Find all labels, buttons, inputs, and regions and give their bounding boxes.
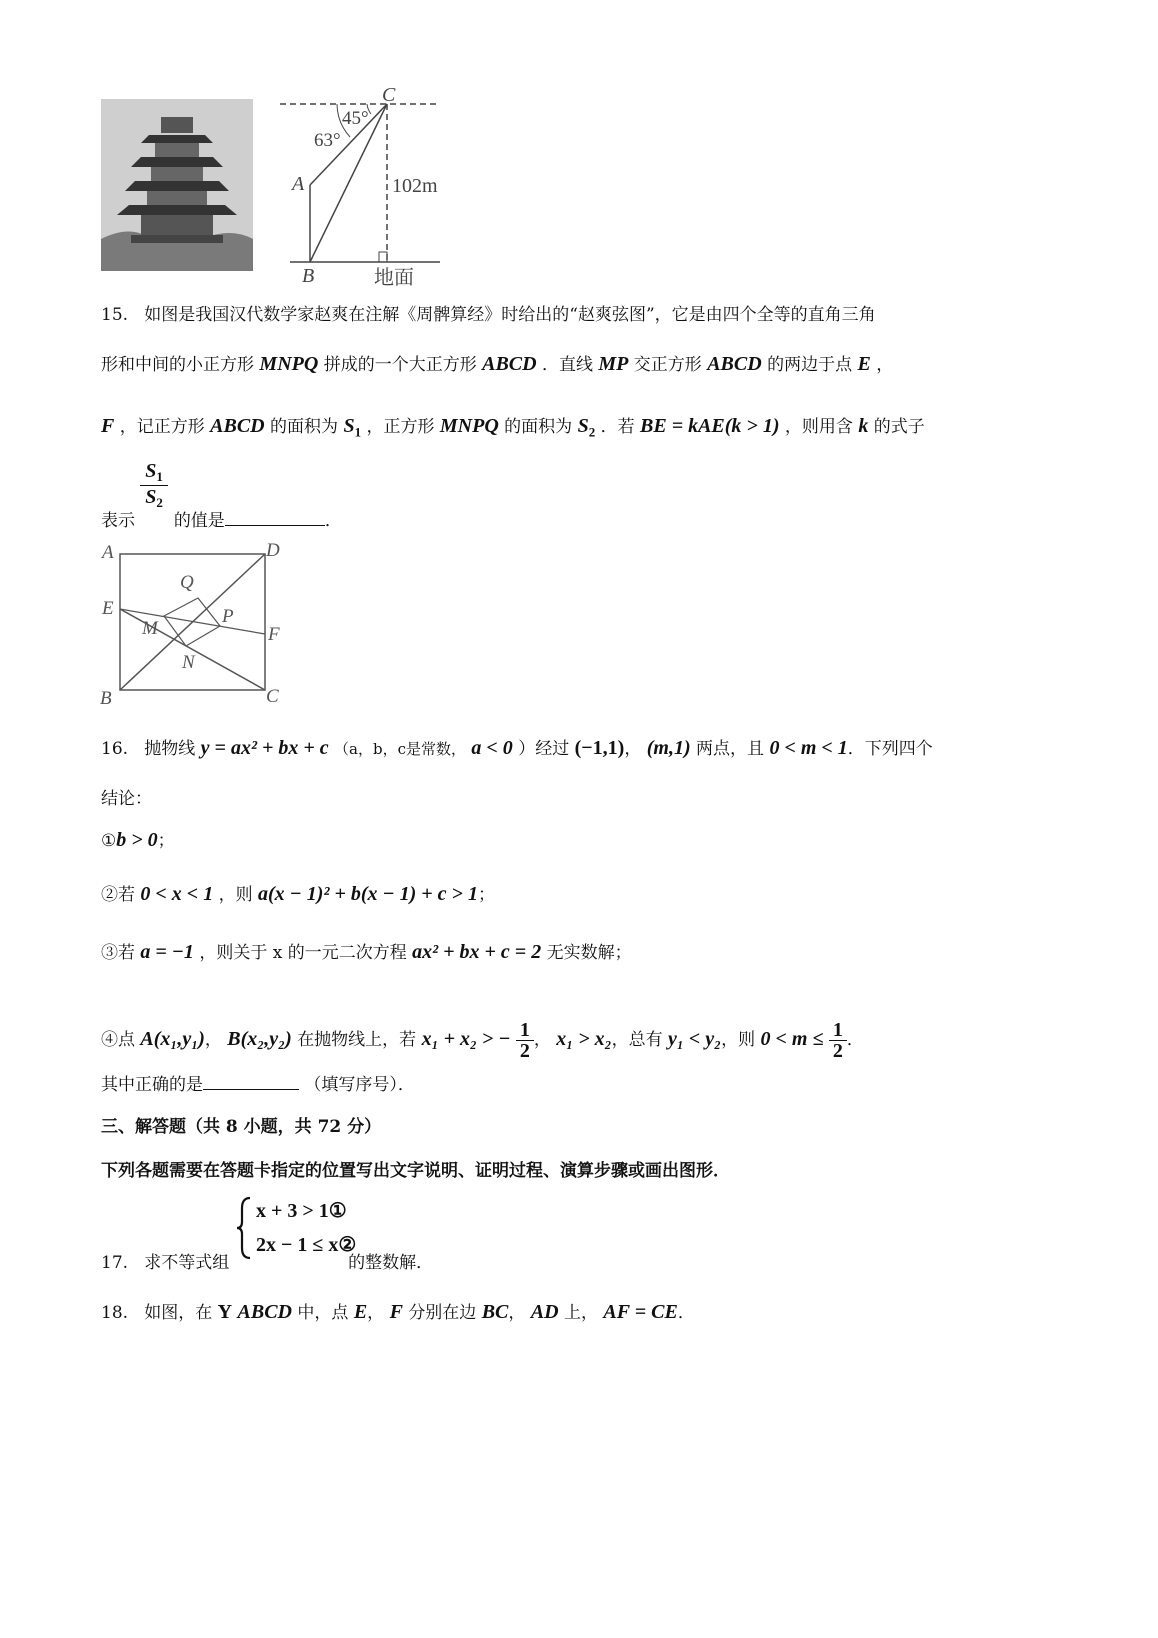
q15-text: 的面积为 (504, 417, 573, 437)
q15-text: ．直线 (541, 355, 593, 375)
label-Q: Q (180, 572, 194, 593)
q16-line6 (101, 1070, 415, 1095)
math-S1: S (343, 415, 355, 437)
label-C: C (382, 84, 396, 106)
q15-line3 (101, 412, 925, 440)
q16-text: 抛物线 (144, 739, 196, 759)
q15-line2 (101, 350, 893, 376)
math-m-range: 0 < m < 1 (769, 737, 848, 759)
q15-text: ．若 (600, 417, 635, 437)
q16-text: 其中正确的是 (101, 1075, 203, 1095)
q16-text: （a，b，c是常数， (334, 740, 466, 758)
q16-conclusion2 (101, 880, 495, 906)
circled-1: ① (101, 831, 117, 851)
fraction-s1-s2 (140, 460, 168, 511)
q18-text: 分别在边 (408, 1303, 477, 1323)
section-title: 三、解答题（共 8 小题，共 72 分） (101, 1117, 382, 1137)
tower-illustration-icon (101, 99, 253, 271)
label-ground: 地面 (374, 267, 414, 289)
math-point2: (m,1) (646, 737, 691, 759)
math-ABCD: ABCD (707, 353, 762, 375)
q15-text: ， (876, 355, 894, 375)
math-sum-cond: x₁ + x₂ > − (421, 1028, 511, 1050)
q15-text: ，正方形 (366, 417, 435, 437)
height-diagram (270, 82, 450, 292)
math-BC: BC (481, 1301, 509, 1323)
math-y-order: y₁ < y₂ (668, 1028, 722, 1050)
math-x-order: x₁ > x₂ (556, 1028, 612, 1050)
frac-num-sub: 1 (156, 469, 163, 485)
q16-conclusion1 (101, 826, 175, 852)
math-ineq: a(x − 1)² + b(x − 1) + c > 1 (258, 883, 478, 905)
label-F: F (268, 624, 280, 645)
frac-den: 2 (832, 1040, 843, 1062)
zhao-shuang-diagram (98, 536, 298, 711)
math-parabola: y = ax² + bx + c (200, 737, 329, 759)
q15-line1 (101, 300, 876, 325)
q18-line (101, 1298, 695, 1324)
math-equation: ax² + bx + c = 2 (412, 941, 542, 963)
q16-text: ，则 (721, 1030, 756, 1050)
section-instructions: 下列各题需要在答题卡指定的位置写出文字说明、证明过程、演算步骤或画出图形． (101, 1161, 730, 1181)
label-B: B (100, 688, 112, 709)
label-angle45: 45° (342, 108, 369, 129)
q16-text: ； (157, 831, 175, 851)
q15-text: 的两边于点 (767, 355, 853, 375)
math-E: E (857, 353, 871, 375)
q18-text: ， (367, 1303, 385, 1323)
q17-ineq2: 2x − 1 ≤ x② (256, 1234, 357, 1256)
math-condition: BE = kAE(k > 1) (640, 415, 780, 437)
q16-text: ； (477, 885, 495, 905)
q16-text: ， (624, 739, 642, 759)
frac-num: 1 (829, 1020, 847, 1041)
q15-text1: 如图是我国汉代数学家赵爽在注解《周髀算经》时给出的“赵爽弦图”，它是由四个全等的直角三角 (144, 305, 876, 325)
circled-2: ②若 (101, 885, 135, 905)
q16-number: 16. (101, 739, 129, 759)
answer-blank[interactable] (225, 511, 325, 526)
math-E: E (353, 1301, 368, 1323)
q15-text: 拼成的一个大正方形 (323, 355, 477, 375)
math-sub: 1 (354, 424, 362, 440)
q15-number: 15. (101, 305, 129, 325)
q15-line4 (101, 506, 342, 531)
math-AF-CE: AF = CE (603, 1301, 678, 1323)
math-MP: MP (598, 353, 629, 375)
fraction-half-2 (829, 1020, 847, 1061)
q18-text: 中，点 (297, 1303, 349, 1323)
q15-text: 的值是 (173, 511, 225, 531)
q16-text: ，则关于 x 的一元二次方程 (199, 943, 407, 963)
q18-number: 18. (101, 1303, 129, 1323)
q18-text: ， (508, 1303, 526, 1323)
q17-ineq1: x + 3 > 1① (256, 1200, 347, 1222)
q15-text: 表示 (101, 511, 135, 531)
label-E: E (102, 598, 114, 619)
label-P: P (222, 606, 234, 627)
frac-num: 1 (516, 1020, 534, 1041)
q16-conclusion4 (101, 1020, 864, 1061)
math-MNPQ: MNPQ (439, 415, 499, 437)
math-ABCD: ABCD (210, 415, 265, 437)
q16-text: 结论： (101, 789, 152, 809)
math-point-A: A(x₁,y₁) (140, 1028, 205, 1050)
q16-line2 (101, 784, 152, 809)
fraction-half-1 (516, 1020, 534, 1061)
math-AD: AD (530, 1301, 559, 1323)
label-C: C (266, 686, 279, 707)
q16-text: ． (846, 1030, 864, 1050)
math-a-neg: a < 0 (471, 737, 513, 759)
label-height: 102m (392, 175, 438, 197)
q16-text: ）经过 (518, 739, 570, 759)
q17-text: 求不等式组 (144, 1253, 230, 1273)
math-point1: (−1,1) (574, 737, 625, 759)
tower-photo (101, 99, 253, 271)
label-N: N (182, 652, 195, 673)
math-b-pos: b > 0 (116, 829, 158, 851)
math-MNPQ: MNPQ (259, 353, 319, 375)
q16-text: ，则 (218, 885, 253, 905)
q16-text: ， (533, 1030, 551, 1050)
circled-4: ④点 (101, 1030, 135, 1050)
q17-line (101, 1248, 433, 1273)
math-S2: S (577, 415, 589, 437)
q15-text: ，记正方形 (119, 417, 205, 437)
q15-text: ，则用含 (784, 417, 853, 437)
math-ABCD: ABCD (237, 1301, 292, 1323)
q15-text: 的面积为 (270, 417, 339, 437)
q16-text: 两点，且 (696, 739, 765, 759)
q15-text: 交正方形 (633, 355, 702, 375)
frac-den: S (145, 486, 157, 509)
q16-line1 (101, 734, 933, 760)
q17-number: 17. (101, 1253, 129, 1273)
answer-blank[interactable] (203, 1075, 299, 1090)
label-D: D (266, 540, 280, 561)
frac-den: 2 (519, 1040, 530, 1062)
q16-text: ， (204, 1030, 222, 1050)
math-F: F (389, 1301, 403, 1323)
frac-den-sub: 2 (156, 495, 163, 511)
q15-text: 形和中间的小正方形 (101, 355, 254, 375)
math-x-range: 0 < x < 1 (140, 883, 214, 905)
q16-text: 在抛物线上，若 (297, 1030, 417, 1050)
q16-conclusion3 (101, 938, 632, 964)
label-B: B (302, 265, 315, 287)
math-a-eq: a = −1 (140, 941, 194, 963)
math-m-bound: 0 < m ≤ (760, 1028, 824, 1050)
q18-text: 上， (564, 1303, 599, 1323)
math-point-B: B(x₂,y₂) (227, 1028, 292, 1050)
label-A: A (102, 542, 114, 563)
q17-text: 的整数解． (348, 1253, 434, 1273)
circled-3: ③若 (101, 943, 135, 963)
q15-text: 的式子 (873, 417, 925, 437)
q16-text: 无实数解； (546, 943, 632, 963)
math-ABCD: ABCD (482, 353, 537, 375)
q16-text: ．下列四个 (847, 739, 933, 759)
math-sub: 2 (588, 424, 596, 440)
q18-text: ． (677, 1303, 695, 1323)
label-angle63: 63° (314, 130, 341, 151)
frac-num: S (145, 460, 157, 482)
label-A: A (292, 173, 305, 195)
parallelogram-symbol: Y (217, 1301, 233, 1323)
q16-text: ，总有 (611, 1030, 663, 1050)
q15-text: ． (324, 511, 342, 531)
math-F: F (101, 415, 115, 437)
q18-text: 如图，在 (144, 1303, 213, 1323)
q16-text: （填写序号）． (304, 1075, 415, 1095)
math-k: k (858, 415, 869, 437)
label-M: M (142, 618, 158, 639)
